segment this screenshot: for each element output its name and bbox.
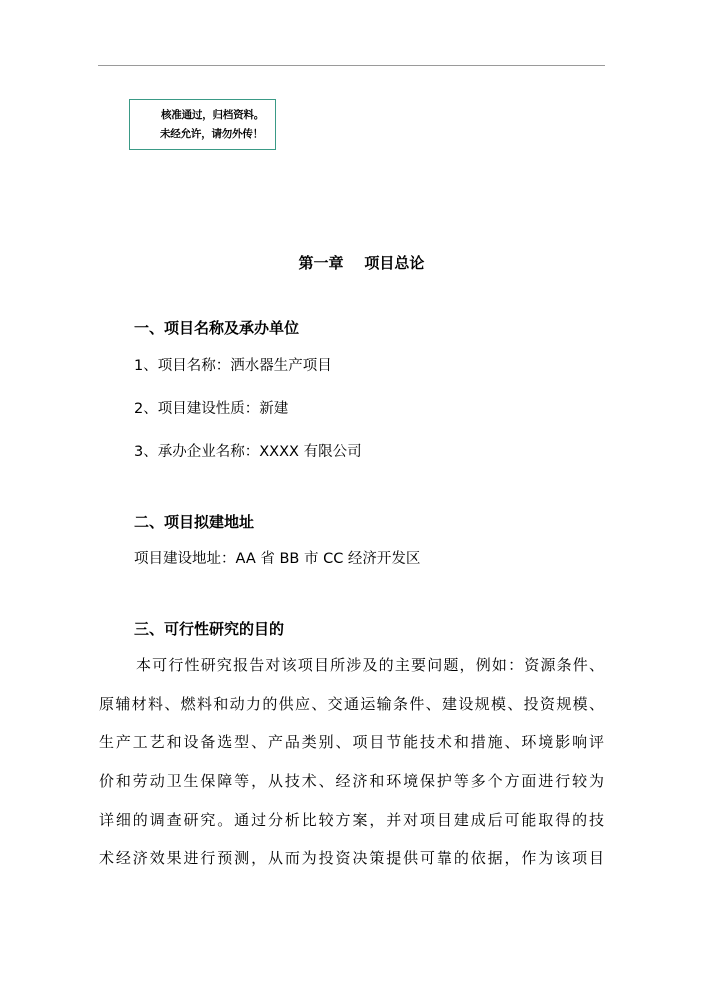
stamp-line-2: 未经允许，请勿外传！ — [160, 128, 263, 140]
section-heading-purpose: 三、可行性研究的目的 — [134, 620, 285, 638]
purpose-paragraph — [99, 651, 604, 883]
approval-stamp — [129, 99, 276, 150]
list-item-site-address: 项目建设地址：AA 省 BB 市 CC 经济开发区 — [134, 551, 421, 567]
paragraph-line: 本可行性研究报告对该项目所涉及的主要问题，例如：资源条件、 — [136, 656, 604, 674]
stamp-line-1: 核准通过，归档资料。 — [161, 109, 264, 121]
section-heading-project-name: 一、项目名称及承办单位 — [134, 319, 300, 337]
list-item-construction-nature: 2、项目建设性质：新建 — [134, 401, 289, 417]
paragraph-line: 价和劳动卫生保障等，从技术、经济和环境保护等多个方面进行较为 — [99, 772, 604, 791]
paragraph-line: 生产工艺和设备选型、产品类别、项目节能技术和措施、环境影响评 — [99, 733, 604, 752]
section-heading-site: 二、项目拟建地址 — [134, 513, 255, 531]
paragraph-line: 术经济效果进行预测，从而为投资决策提供可靠的依据，作为该项目 — [99, 849, 604, 868]
paragraph-line: 原辅材料、燃料和动力的供应、交通运输条件、建设规模、投资规模、 — [99, 694, 604, 713]
list-item-project-name: 1、项目名称：洒水器生产项目 — [134, 358, 332, 374]
header-rule — [98, 65, 605, 66]
chapter-title: 第一章 项目总论 — [298, 254, 425, 272]
list-item-company-name: 3、承办企业名称：XXXX 有限公司 — [134, 444, 362, 460]
paragraph-line: 详细的调查研究。通过分析比较方案，并对项目建成后可能取得的技 — [99, 810, 604, 829]
